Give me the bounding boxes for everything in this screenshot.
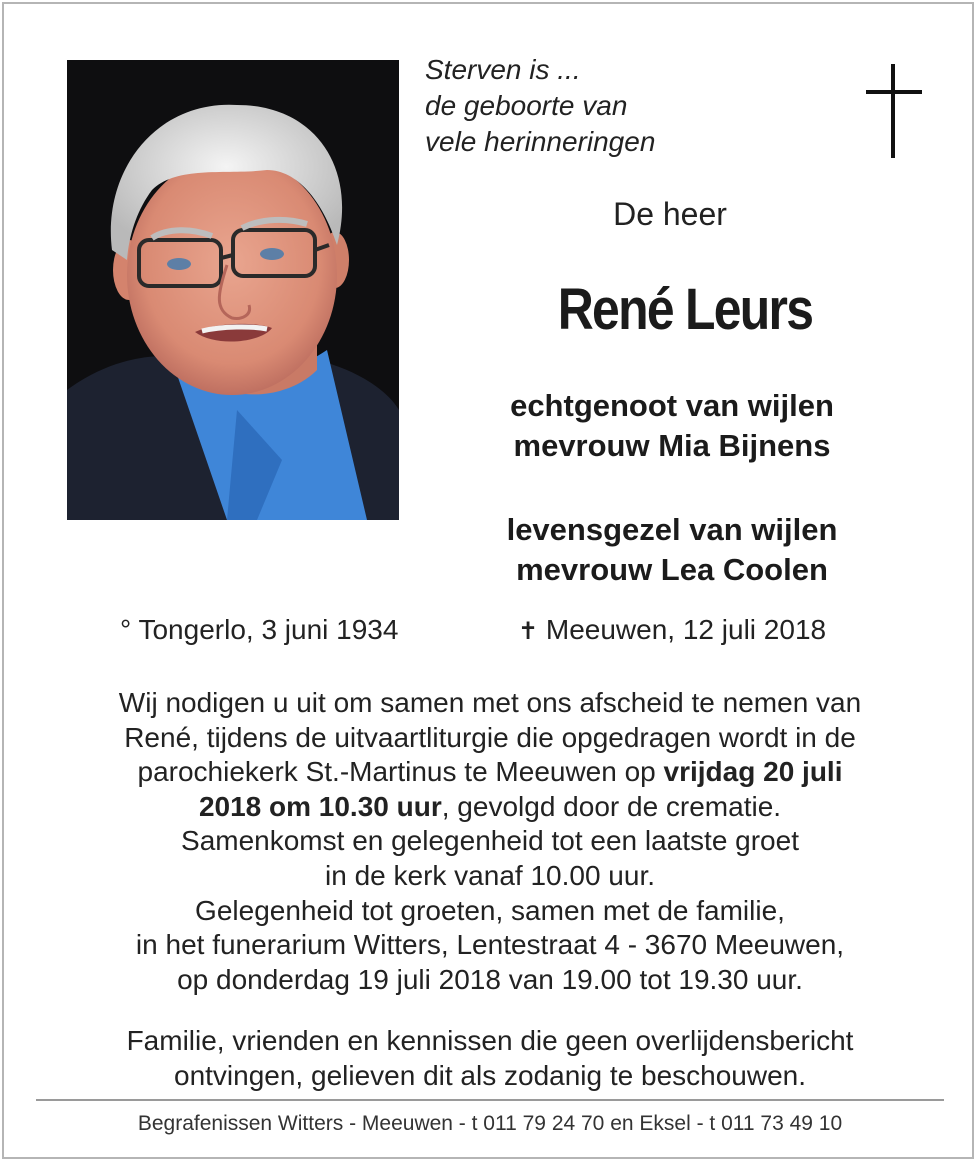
invitation-line: op donderdag 19 juli 2018 van 19.00 tot 19.30 uur.	[177, 963, 803, 995]
relation-partner	[440, 510, 904, 590]
relation-line: mevrouw Lea Coolen	[516, 552, 828, 587]
closing-note	[40, 1023, 940, 1093]
funeral-home-footer: Begrafenissen Witters - Meeuwen - t 011 79 24 70 en Eksel - t 011 73 49 10	[137, 1112, 843, 1135]
closing-line: ontvingen, gelieven dit als zodanig te beschouwen.	[174, 1060, 806, 1091]
portrait-illustration	[67, 60, 399, 520]
invitation-line: René, tijdens de uitvaartliturgie die opgedragen wordt in de	[124, 721, 856, 753]
invitation-line	[40, 790, 940, 825]
birth-symbol: °	[120, 614, 132, 645]
funeral-invitation	[40, 686, 940, 997]
portrait-photo	[67, 60, 399, 520]
funeral-date-bold: vrijdag 20 juli	[663, 756, 843, 788]
salutation: De heer	[613, 196, 727, 232]
quote-line: vele herinneringen	[425, 126, 656, 157]
memorial-quote	[425, 52, 655, 160]
death-date	[518, 614, 826, 646]
quote-line: Sterven is ...	[425, 54, 581, 85]
invitation-text: parochiekerk St.-Martinus te Meeuwen op	[137, 756, 664, 788]
dagger-icon: ✝	[518, 618, 539, 645]
relation-line: echtgenoot van wijlen	[510, 388, 834, 423]
cross-icon	[866, 64, 922, 160]
invitation-line: in de kerk vanaf 10.00 uur.	[325, 859, 655, 891]
death-text: Meeuwen, 12 juli 2018	[545, 614, 827, 645]
invitation-line: in het funerarium Witters, Lentestraat 4 - 3670 Meeuwen,	[135, 929, 845, 961]
invitation-line	[40, 755, 940, 790]
relation-line: mevrouw Mia Bijnens	[513, 428, 831, 463]
footer-divider	[36, 1099, 944, 1101]
invitation-line: Gelegenheid tot groeten, samen met de familie,	[195, 894, 785, 926]
invitation-line: Samenkomst en gelegenheid tot een laatste groet	[181, 825, 799, 857]
relation-spouse	[440, 386, 904, 466]
birth-date	[120, 614, 398, 646]
quote-line: de geboorte van	[425, 90, 628, 121]
invitation-line: Wij nodigen u uit om samen met ons afscheid te nemen van	[118, 687, 862, 718]
closing-line: Familie, vrienden en kennissen die geen overlijdensbericht	[126, 1025, 854, 1056]
deceased-name: René Leurs	[557, 277, 813, 342]
birth-text: Tongerlo, 3 juni 1934	[138, 614, 399, 645]
funeral-time-bold: 2018 om 10.30 uur	[198, 790, 442, 822]
relation-line: levensgezel van wijlen	[506, 512, 838, 547]
invitation-text: , gevolgd door de crematie.	[441, 790, 782, 822]
